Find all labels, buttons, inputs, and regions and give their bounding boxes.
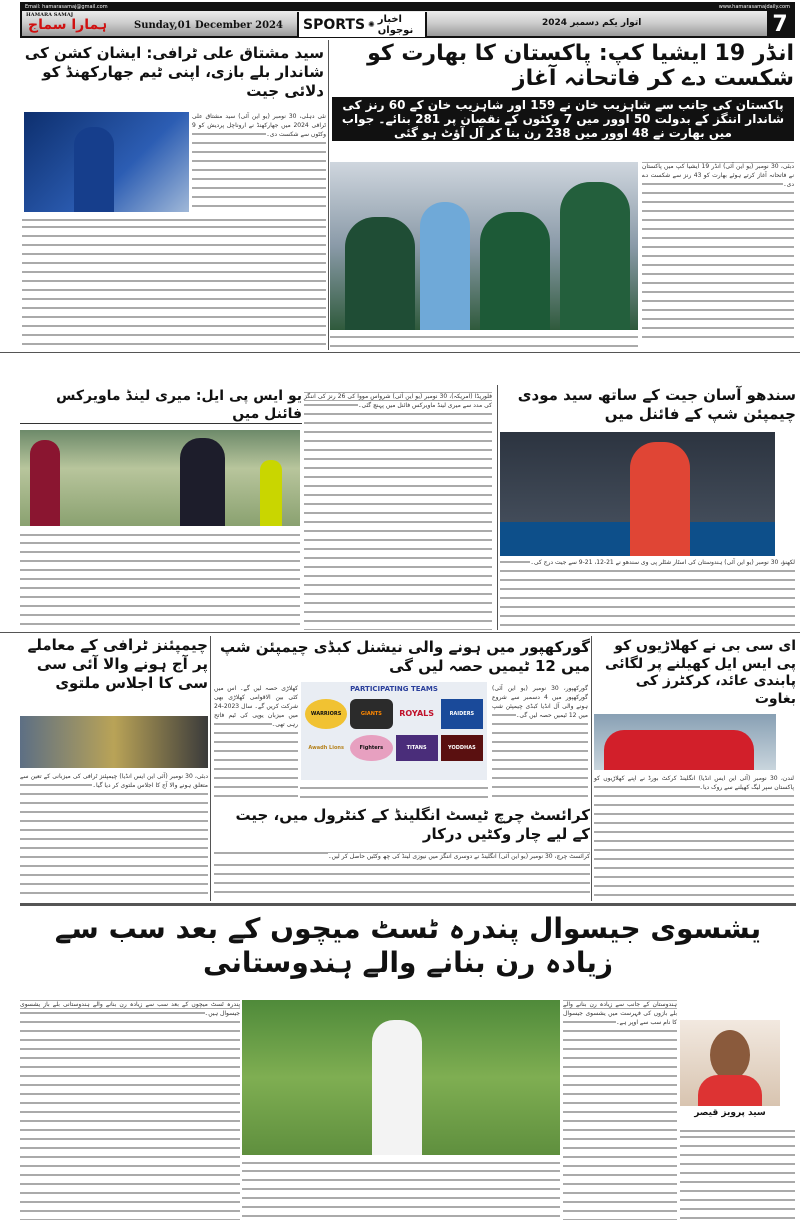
page-number: 7 bbox=[767, 11, 793, 38]
sindhu-headline: سندھو آسان جیت کے ساتھ سید مودی چیمپئن شپ کے فائنل میں bbox=[517, 386, 796, 423]
section-title: SPORTS bbox=[303, 16, 366, 33]
jaiswal-body-right: ہندوستان کے جانب سے زیادہ رن بنانے والے بلے بازوں کی فہرست میں یشسوی جیسوال کا نام سب سے اوپر ہے۔ bbox=[563, 1000, 677, 1220]
jaiswal-body-far-right bbox=[680, 1124, 795, 1220]
ishan-photo bbox=[24, 112, 189, 212]
sindhu-body: لکھنؤ، 30 نومبر (یو این آئی) ہندوستان کی اسٹار شٹلر پی وی سندھو نے 21-12، 21-9 سے جیت درج کی۔ bbox=[500, 558, 795, 630]
team-logo: GIANTS bbox=[350, 699, 392, 729]
main-body-right: دبئی، 30 نومبر (یو این آئی) انڈر 19 ایشیا کپ میں پاکستان نے فاتحانہ آغاز کرتے ہوئے بھارت کو 43 رنز سے شکست دے دی۔ bbox=[642, 162, 794, 345]
team-logo: Awadh Lions bbox=[308, 745, 344, 751]
jaiswal-body-left: پندرہ ٹسٹ میچوں کے بعد سب سے زیادہ رن بنانے والے ہندوستانی بلے باز یشسوی جیسوال ہیں۔ bbox=[20, 1000, 240, 1220]
left-top-body: نئی دہلی، 30 نومبر (یو این آئی) سید مشتاق علی ٹرافی 2024 میں جھارکھنڈ نے اروناچل پردیش کو 9 وکٹوں سے شکست دی۔ bbox=[192, 112, 326, 212]
date-ur: اتوار یکم دسمبر 2024 bbox=[542, 18, 642, 28]
champions-photo bbox=[20, 716, 208, 768]
ecb-body: لندن، 30 نومبر (آئی این ایس انڈیا) انگلینڈ کرکٹ بورڈ نے اپنے کھلاڑیوں کو پاکستان سپر لیگ کھیلنے سے روک دیا۔ bbox=[594, 774, 794, 900]
main-body-bottom bbox=[330, 333, 638, 351]
uspl-body: فلوریڈا (امریکہ)، 30 نومبر (یو این آئی) شرواس مووا کی 26 رنز کی اننگز کی مدد سے میری لینڈ ماویرکس فائنل میں پہنچ گئی۔ bbox=[304, 392, 492, 630]
team-logo: YODDHAS bbox=[441, 735, 483, 761]
jaiswal-photo bbox=[242, 1000, 560, 1155]
brand-logo: ہمارا سماج bbox=[28, 17, 108, 33]
email: Email: hamarasamaj@gmail.com bbox=[25, 4, 108, 10]
jaiswal-body-bottom bbox=[242, 1158, 560, 1220]
champions-headline: چیمپئنز ٹرافی کے معاملے پر آج ہونے والا آئی سی سی کا اجلاس ملتوی bbox=[27, 636, 208, 692]
columnist-name: سید پرویز قیصر bbox=[694, 1108, 766, 1118]
kabaddi-graphic bbox=[301, 682, 487, 780]
graphic-title: PARTICIPATING TEAMS bbox=[350, 685, 438, 693]
jaiswal-headline: یشسوی جیسوال پندرہ ٹسٹ میچوں کے بعد سب سے زیادہ رن بنانے والے ہندوستانی bbox=[54, 912, 762, 979]
kabaddi-headline: گورکھپور میں ہونے والی نیشنل کبڈی چیمپئن شپ میں 12 ٹیمیں حصہ لیں گی bbox=[219, 638, 590, 675]
team-logo: TITANS bbox=[396, 735, 438, 761]
team-logo: Fighters bbox=[350, 735, 392, 761]
kabaddi-body-3 bbox=[300, 784, 488, 802]
columnist-photo bbox=[680, 1020, 780, 1106]
masthead-topline bbox=[22, 4, 793, 11]
date-en: Sunday,01 December 2024 bbox=[134, 20, 283, 31]
section-title-ur: اخبار نوجواں bbox=[377, 13, 414, 36]
ecb-headline: ای سی بی نے کھلاڑیوں کو پی ایس ایل کھیلنے پر لگائی پابندی عائد، کرکٹرز کی بغاوت bbox=[605, 638, 796, 707]
team-logo: WARRIORS bbox=[305, 699, 347, 729]
main-photo bbox=[330, 162, 638, 330]
kabaddi-body-2: کھلاڑی حصہ لیں گے۔ اس میں کئی بین الاقوامی کھلاڑی بھی شرکت کریں گے۔ سال 2023-24 میں میزبان یوپی کی ٹیم فاتح رہی تھی۔ bbox=[214, 684, 298, 802]
uspl-photo bbox=[20, 430, 300, 526]
uspl-body-2 bbox=[20, 530, 300, 628]
champions-body: دبئی، 30 نومبر (آئی این ایس انڈیا) چیمپئنز ٹرافی کی میزبانی کے تعین سے متعلق ہونے والا آج کا اجلاس ملتوی کر دیا گیا۔ bbox=[20, 772, 208, 900]
main-headline: انڈر 19 ایشیا کپ: پاکستان کا بھارت کو شکست دے کر فاتحانہ آغاز bbox=[367, 41, 794, 92]
main-deck: پاکستان کی جانب سے شاہزیب خان نے 159 اور شاہزیب خان کے 60 رنز کی شاندار اننگز کے بدولت 50 اوور میں 7 وکٹوں کے نقصان پر 281 بنائے۔ جواب میں بھارت نے 48 اوور میں 238 رن بنا کر آل آؤٹ ہو گئی bbox=[332, 97, 794, 141]
left-top-headline: سید مشتاق علی ٹرافی: ایشان کشن کی شاندار بلے بازی، اپنی ٹیم جھارکھنڈ کو دلائی جیت bbox=[24, 44, 324, 100]
sindhu-photo bbox=[500, 432, 775, 556]
masthead bbox=[20, 2, 795, 38]
section-box bbox=[297, 12, 427, 37]
left-top-body-2 bbox=[22, 214, 326, 347]
uspl-headline: یو ایس پی ایل: میری لینڈ ماویرکس فائنل میں bbox=[20, 388, 302, 424]
website: www.hamarasamajdaily.com bbox=[718, 4, 790, 10]
ecb-photo bbox=[594, 714, 776, 770]
team-logo: RAIDERS bbox=[441, 699, 483, 729]
christchurch-body: کرائسٹ چرچ، 30 نومبر (یو این آئی) انگلینڈ نے دوسری اننگز میں نیوزی لینڈ کی چھ وکٹیں حاصل کر لیں۔ bbox=[214, 852, 590, 900]
christchurch-headline: کرائسٹ چرچ ٹیسٹ انگلینڈ کے کنٹرول میں، جیت کے لیے چار وکٹیں درکار bbox=[235, 806, 590, 843]
team-logo: ROYALS bbox=[399, 709, 434, 718]
kabaddi-body: گورکھپور، 30 نومبر (یو این آئی) گورکھپور میں 4 دسمبر سے شروع ہونے والی آل انڈیا کبڈی چیمپئن شپ میں 12 ٹیمیں حصہ لیں گی۔ bbox=[492, 684, 588, 802]
brand-en: HAMARA SAMAJ bbox=[26, 12, 74, 18]
star-icon: ✺ bbox=[368, 20, 375, 29]
